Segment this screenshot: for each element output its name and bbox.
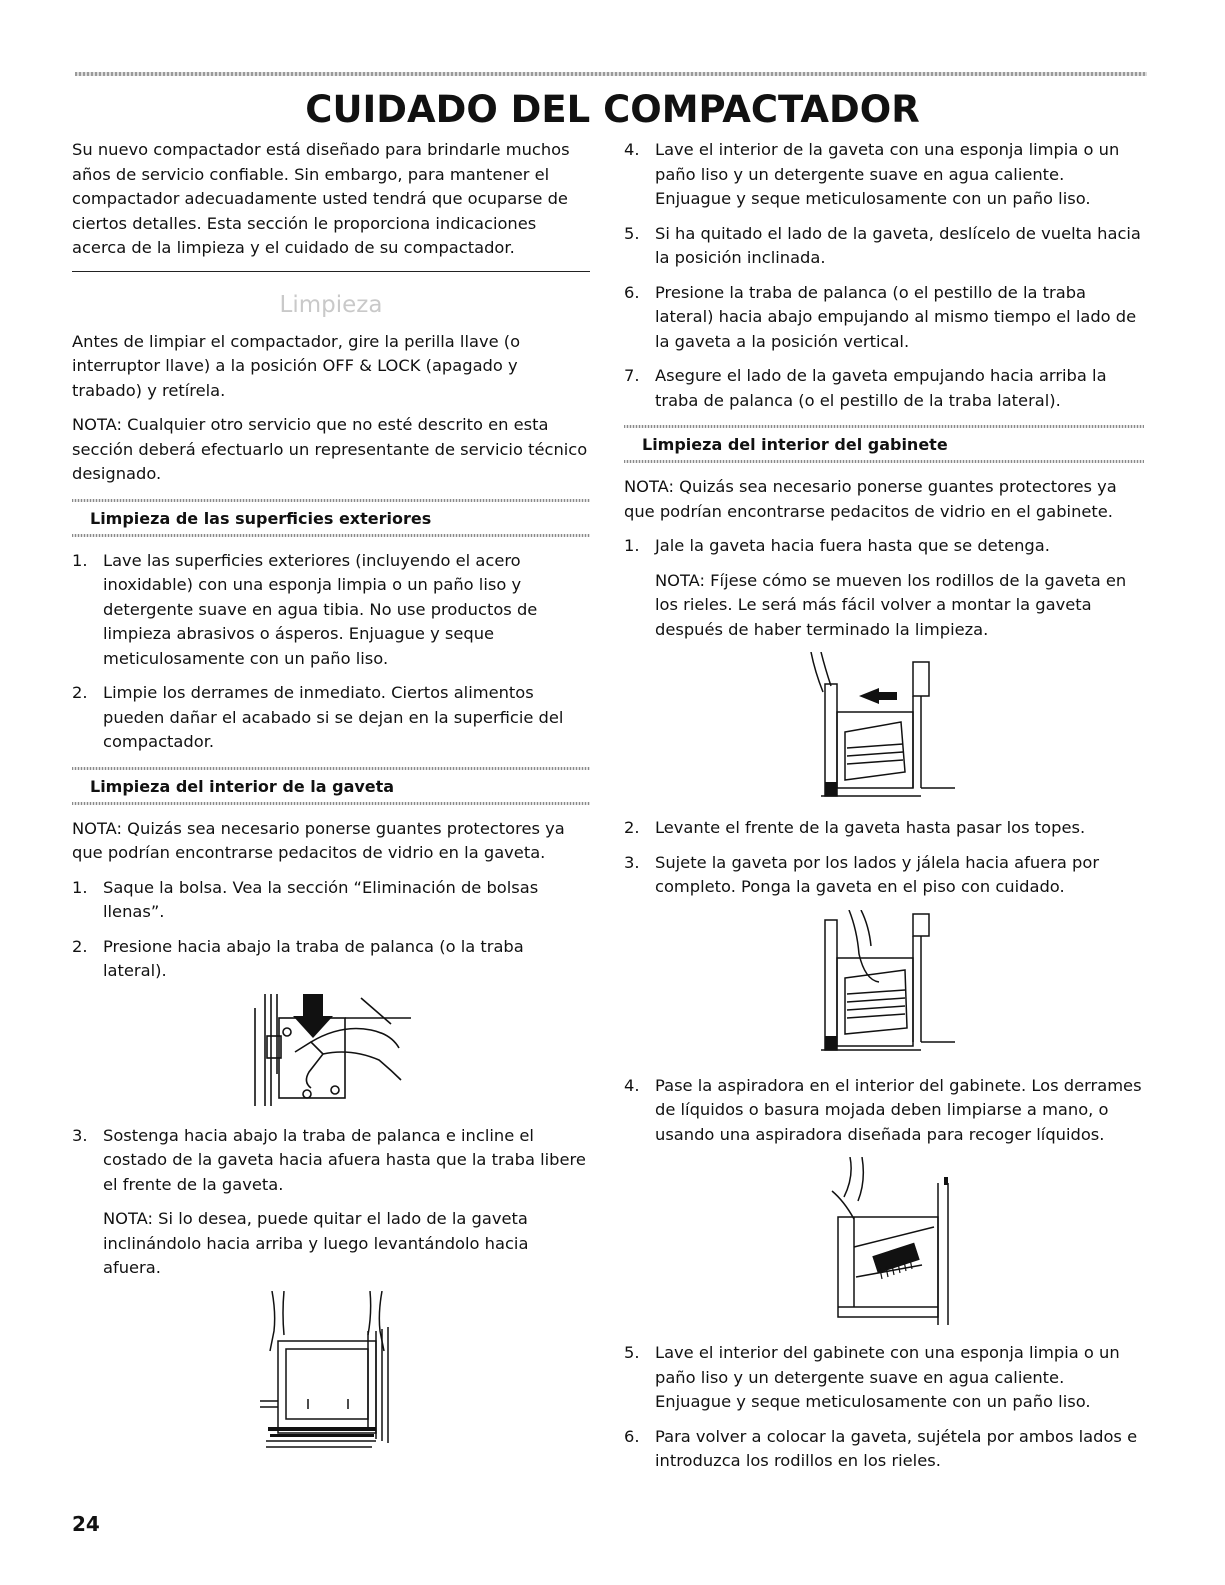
item-text: Para volver a colocar la gaveta, sujétela por ambos lados e introduzca los rodillos en los rieles.	[655, 1426, 1138, 1470]
item-text: Lave las superficies exteriores (incluyendo el acero inoxidable) con una esponja limpia o un paño liso y detergente suave en agua tibia. No use productos de limpieza abrasivos o ásperos. Enjuague y seque meticulosamente con un paño liso.	[103, 550, 538, 668]
item-number: 3.	[624, 852, 640, 872]
item-number: 6.	[624, 282, 640, 302]
left-column	[72, 138, 590, 1465]
dotted-rule	[624, 460, 1144, 463]
subheading-cabinet	[624, 425, 1144, 463]
page-title: CUIDADO DEL COMPACTADOR	[305, 88, 920, 131]
list-item	[624, 1074, 1144, 1148]
list-item	[624, 1341, 1144, 1415]
item-number: 5.	[624, 1343, 640, 1362]
item-text: Limpie los derrames de inmediato. Ciertos alimentos pueden dañar el acabado si se dejan en la superficie del compactador.	[103, 683, 564, 751]
list-item	[624, 534, 1144, 559]
item-text: Lave el interior del gabinete con una esponja limpia o un paño liso y un detergente suave en agua caliente. Enjuague y seque meticulosamente con un paño liso.	[655, 1343, 1120, 1411]
divider	[72, 271, 590, 272]
service-note: NOTA: Cualquier otro servicio que no esté descrito en esta sección deberá efectuarlo un representante de servicio técnico designado.	[72, 415, 588, 483]
subheading-exterior	[72, 499, 590, 537]
item-text: Jale la gaveta hacia fuera hasta que se detenga.	[655, 536, 1050, 555]
list-item	[624, 364, 1144, 413]
item-text: Levante el frente de la gaveta hasta pasar los topes.	[655, 818, 1086, 837]
vacuum-cabinet-illustration	[814, 1157, 954, 1327]
item-number: 3.	[72, 1125, 88, 1145]
subheading-label: Limpieza del interior del gabinete	[642, 435, 948, 454]
item-number: 5.	[624, 223, 640, 243]
list-item	[624, 851, 1144, 900]
list-item	[72, 876, 590, 925]
item-text: Lave el interior de la gaveta con una esponja limpia o un paño liso y un detergente suave en agua caliente. Enjuague y seque meticulosamente con un paño liso.	[655, 140, 1120, 208]
list-item	[624, 281, 1144, 355]
item-number: 2.	[72, 683, 88, 702]
item-text: Pase la aspiradora en el interior del gabinete. Los derrames de líquidos o basura mojada deben limpiarse a mano, o usando una aspiradora diseñada para recoger líquidos.	[655, 1075, 1142, 1144]
before-cleaning-text: Antes de limpiar el compactador, gire la perilla llave (o interruptor llave) a la posición OFF & LOCK (apagado y trabado) y retírela.	[72, 331, 521, 400]
item-text: Si ha quitado el lado de la gaveta, deslícelo de vuelta hacia la posición inclinada.	[655, 223, 1141, 267]
item-number: 1.	[72, 877, 88, 897]
glove-note: NOTA: Quizás sea necesario ponerse guantes protectores ya que podrían encontrarse pedacitos de vidrio en el gabinete.	[624, 477, 1117, 521]
list-item	[624, 1425, 1144, 1474]
item-number: 2.	[624, 818, 640, 837]
page-number: 24	[72, 1512, 100, 1536]
right-column	[624, 138, 1144, 1484]
dotted-rule	[72, 534, 590, 537]
glove-note: NOTA: Quizás sea necesario ponerse guantes protectores ya que podrían encontrarse pedacitos de vidrio en la gaveta.	[72, 818, 565, 862]
list-item	[72, 935, 590, 984]
intro-paragraph: Su nuevo compactador está diseñado para brindarle muchos años de servicio confiable. Sin embargo, para mantener el compactador adecuadamente usted tendrá que ocuparse de ciertos detalles. Esta sección le proporciona indicaciones acerca de la limpieza y el cuidado de su compactador.	[72, 140, 570, 257]
list-item	[72, 549, 590, 672]
item-text: Saque la bolsa. Vea la sección “Eliminación de bolsas llenas”.	[103, 877, 539, 921]
header-rule	[75, 72, 1147, 76]
item-number: 7.	[624, 366, 640, 385]
item-number: 4.	[624, 1075, 640, 1095]
item-number: 1.	[624, 536, 640, 555]
list-item	[72, 681, 590, 755]
list-item	[72, 1124, 590, 1198]
item-text: Presione hacia abajo la traba de palanca (o la traba lateral).	[103, 936, 524, 980]
item-text: Sostenga hacia abajo la traba de palanca e incline el costado de la gaveta hacia afuera hasta que la traba libere el frente de la gaveta.	[103, 1125, 586, 1194]
item-text: Asegure el lado de la gaveta empujando hacia arriba la traba de palanca (o el pestillo de la traba lateral).	[655, 366, 1107, 410]
subheading-label: Limpieza del interior de la gaveta	[90, 776, 395, 796]
item-text: Sujete la gaveta por los lados y jálela hacia afuera por completo. Ponga la gaveta en el piso con cuidado.	[655, 852, 1100, 896]
list-item	[624, 222, 1144, 271]
pull-drawer-illustration	[809, 652, 959, 802]
item-text: Presione la traba de palanca (o el pestillo de la traba lateral) hacia abajo empujando al mismo tiempo el lado de la gaveta a la posición vertical.	[655, 282, 1137, 351]
list-item	[624, 138, 1144, 212]
rollers-note: NOTA: Fíjese cómo se mueven los rodillos de la gaveta en los rieles. Le será más fácil volver a montar la gaveta después de haber terminado la limpieza.	[655, 570, 1127, 639]
list-item	[624, 816, 1144, 841]
item-number: 4.	[624, 140, 640, 159]
remove-side-note: NOTA: Si lo desea, puede quitar el lado de la gaveta inclinándolo hacia arriba y luego levantándolo hacia afuera.	[103, 1209, 529, 1277]
subheading-drawer	[72, 767, 590, 805]
subheading-label: Limpieza de las superficies exteriores	[90, 508, 432, 528]
section-title: Limpieza	[279, 291, 383, 318]
lift-drawer-illustration	[809, 910, 959, 1060]
dotted-rule	[72, 802, 590, 805]
drawer-side-illustration	[256, 1291, 406, 1451]
lever-latch-illustration	[251, 994, 411, 1110]
item-number: 6.	[624, 1426, 640, 1446]
item-number: 1.	[72, 550, 88, 570]
item-number: 2.	[72, 936, 88, 956]
